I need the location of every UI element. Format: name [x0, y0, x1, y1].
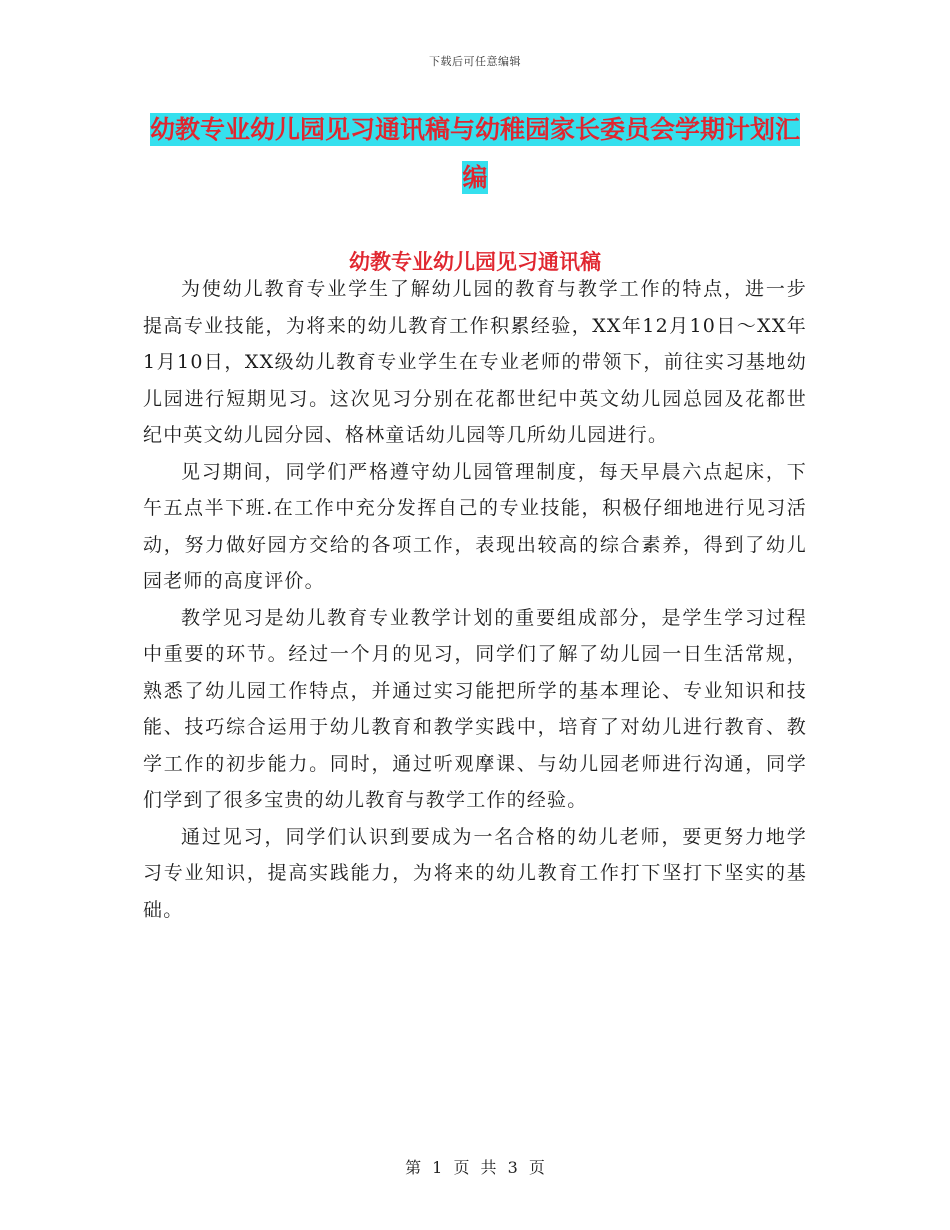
- paragraph: 见习期间，同学们严格遵守幼儿园管理制度，每天早晨六点起床，下午五点半下班.在工作中充分发挥自己的专业技能，积极仔细地进行见习活动，努力做好园方交给的各项工作，表现出较高的综合素养，得到了幼儿园老师的高度评价。: [143, 460, 807, 592]
- paragraph: 为使幼儿教育专业学生了解幼儿园的教育与教学工作的特点，进一步提高专业技能，为将来的幼儿教育工作积累经验，XX年12月10日～XX年1月10日，XX级幼儿教育专业学生在专业老师的带领下，前往实习基地幼儿园进行短期见习。这次见习分别在花都世纪中英文幼儿园总园及花都世纪中英文幼儿园分园、格林童话幼儿园等几所幼儿园进行。: [143, 278, 807, 446]
- paragraph: 教学见习是幼儿教育专业教学计划的重要组成部分，是学生学习过程中重要的环节。经过一个月的见习，同学们了解了幼儿园一日生活常规，熟悉了幼儿园工作特点，并通过实习能把所学的基本理论、专业知识和技能、技巧综合运用于幼儿教育和教学实践中，培育了对幼儿进行教育、教学工作的初步能力。同时，通过听观摩课、与幼儿园老师进行沟通，同学们学到了很多宝贵的幼儿教育与教学工作的经验。: [143, 606, 807, 811]
- page-footer: 第 1 页 共 3 页: [405, 1158, 545, 1177]
- paragraph: 通过见习，同学们认识到要成为一名合格的幼儿老师，要更努力地学习专业知识，提高实践能力，为将来的幼儿教育工作打下坚打下坚实的基础。: [143, 825, 807, 921]
- document-title-text: 幼教专业幼儿园见习通讯稿与幼稚园家长委员会学期计划汇编: [150, 115, 801, 192]
- document-title: [150, 106, 800, 202]
- page-header-note: 下载后可任意编辑: [429, 55, 521, 68]
- section-title: 幼教专业幼儿园见习通讯稿: [349, 250, 601, 274]
- article-body: [143, 271, 807, 928]
